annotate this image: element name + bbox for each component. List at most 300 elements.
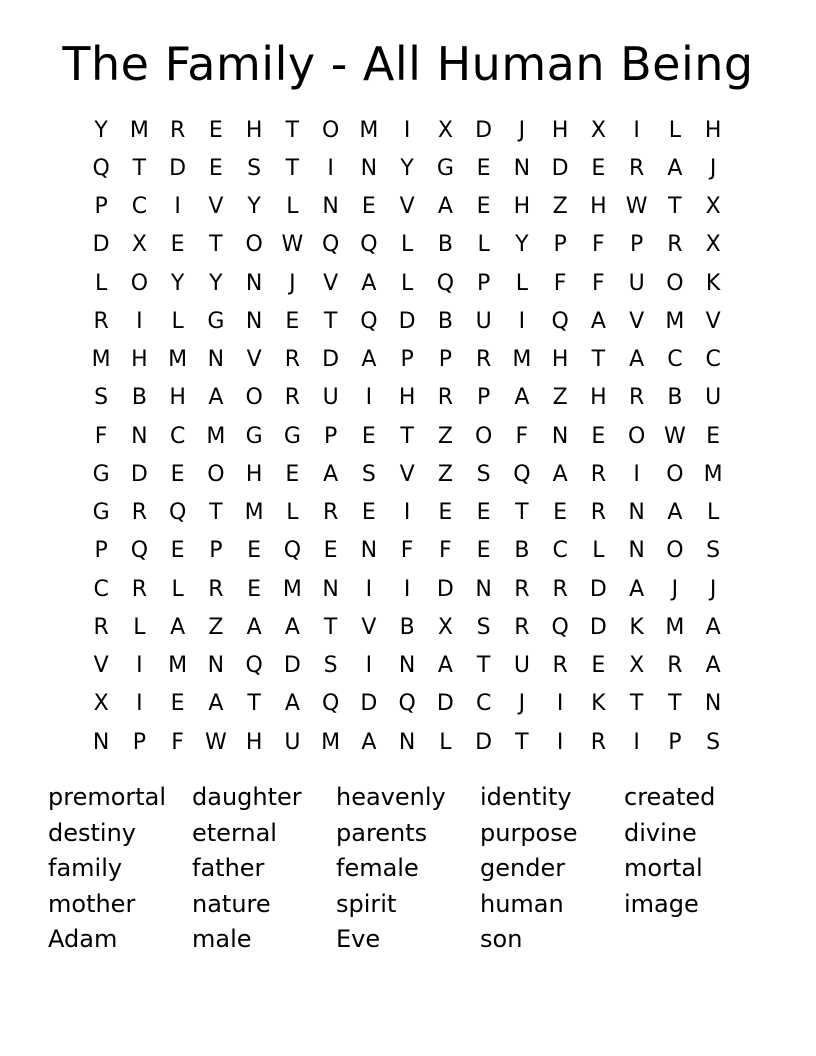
grid-letter: O xyxy=(474,423,493,449)
grid-letter: T xyxy=(668,194,682,220)
grid-letter: P xyxy=(629,232,644,258)
grid-letter: W xyxy=(625,194,648,220)
grid-letter: N xyxy=(704,691,722,717)
grid-letter: G xyxy=(207,308,225,334)
grid-letter: J xyxy=(709,576,717,602)
grid-letter: S xyxy=(476,461,491,487)
grid-letter: I xyxy=(136,653,143,679)
grid-letter: S xyxy=(706,729,721,755)
grid-letter: N xyxy=(245,270,263,296)
page-title: The Family - All Human Being xyxy=(62,37,754,91)
grid-letter: Z xyxy=(208,614,224,640)
grid-letter: K xyxy=(591,691,606,717)
grid-letter: I xyxy=(327,155,334,181)
grid-letter: A xyxy=(552,461,568,487)
grid-letter: E xyxy=(591,423,606,449)
grid-letter: W xyxy=(204,729,227,755)
grid-letter: R xyxy=(131,576,148,602)
grid-letter: R xyxy=(514,614,530,640)
grid-letter: M xyxy=(168,653,188,679)
word-bank-item: daughter xyxy=(192,783,302,811)
grid-letter: D xyxy=(589,614,607,640)
grid-letter: R xyxy=(437,385,454,411)
grid-letter: A xyxy=(361,270,377,296)
grid-letter: T xyxy=(132,155,147,181)
grid-letter: P xyxy=(132,729,147,755)
grid-letter: Q xyxy=(168,500,187,526)
grid-letter: F xyxy=(400,538,414,564)
grid-letter: X xyxy=(705,194,721,220)
grid-letter: I xyxy=(403,117,411,143)
grid-letter: Q xyxy=(360,308,378,334)
grid-letter: G xyxy=(283,423,301,449)
grid-letter: E xyxy=(208,117,223,143)
grid-letter: I xyxy=(136,691,143,717)
word-bank-item: human xyxy=(480,889,564,918)
grid-letter: R xyxy=(475,347,492,373)
grid-letter: I xyxy=(403,500,411,526)
grid-letter: R xyxy=(514,576,530,602)
grid-letter: H xyxy=(704,117,722,143)
grid-letter: D xyxy=(436,576,454,602)
grid-letter: P xyxy=(323,423,338,449)
grid-letter: P xyxy=(94,194,108,220)
grid-letter: N xyxy=(475,576,492,602)
grid-letter: E xyxy=(285,461,300,487)
word-bank-item: gender xyxy=(480,854,566,882)
grid-letter: N xyxy=(398,729,416,755)
grid-letter: I xyxy=(633,461,640,487)
grid-letter: J xyxy=(289,270,296,296)
grid-letter: A xyxy=(705,614,721,640)
word-bank-item: son xyxy=(480,925,523,953)
word-bank-item: family xyxy=(48,854,123,882)
grid-letter: F xyxy=(439,538,452,564)
word-bank-item: premortal xyxy=(48,783,167,811)
grid-letter: A xyxy=(590,308,606,334)
grid-letter: N xyxy=(360,538,378,564)
grid-letter: Z xyxy=(552,385,568,411)
grid-letter: S xyxy=(247,155,262,181)
word-bank-item: father xyxy=(192,854,265,882)
grid-letter: U xyxy=(705,385,722,411)
grid-letter: H xyxy=(398,385,416,411)
grid-letter: B xyxy=(437,232,453,258)
grid-letter: J xyxy=(671,576,679,602)
grid-letter: H xyxy=(245,729,263,755)
grid-letter: C xyxy=(705,347,721,373)
grid-letter: W xyxy=(281,232,304,258)
grid-letter: L xyxy=(668,117,681,143)
grid-letter: N xyxy=(207,653,225,679)
word-bank-item: mother xyxy=(48,889,136,918)
grid-letter: I xyxy=(365,385,373,411)
grid-letter: E xyxy=(476,500,491,526)
grid-letter: C xyxy=(169,423,186,449)
grid-letter: J xyxy=(709,155,717,181)
grid-letter: B xyxy=(667,385,683,411)
grid-letter: Y xyxy=(209,270,223,296)
grid-letter: S xyxy=(361,461,376,487)
grid-letter: H xyxy=(551,347,569,373)
grid-letter: R xyxy=(93,614,109,640)
grid-letter: D xyxy=(360,691,378,717)
grid-letter: P xyxy=(209,538,223,564)
grid-letter: K xyxy=(629,614,644,640)
grid-letter: F xyxy=(94,423,108,449)
grid-letter: G xyxy=(92,500,110,526)
grid-letter: T xyxy=(629,691,644,717)
grid-letter: Q xyxy=(283,538,302,564)
grid-letter: L xyxy=(133,614,146,640)
grid-letter: O xyxy=(666,538,684,564)
grid-letter: R xyxy=(552,653,568,679)
grid-letter: X xyxy=(131,232,147,258)
grid-letter: E xyxy=(476,538,491,564)
grid-letter: C xyxy=(552,538,568,564)
grid-letter: A xyxy=(246,614,262,640)
grid-letter: F xyxy=(592,232,605,258)
grid-letter: M xyxy=(129,117,149,143)
grid-letter: P xyxy=(94,538,108,564)
grid-letter: X xyxy=(705,232,721,258)
grid-letter: E xyxy=(361,423,376,449)
grid-letter: A xyxy=(667,155,683,181)
grid-letter: I xyxy=(556,729,564,755)
grid-letter: E xyxy=(170,232,185,258)
grid-letter: R xyxy=(590,729,607,755)
word-bank xyxy=(48,780,768,958)
grid-letter: Y xyxy=(94,117,108,143)
grid-letter: P xyxy=(438,347,453,373)
grid-letter: O xyxy=(130,270,149,296)
grid-letter: V xyxy=(93,653,109,679)
grid-letter: M xyxy=(512,347,532,373)
grid-letter: R xyxy=(284,347,301,373)
grid-letter: D xyxy=(283,653,301,679)
grid-letter: H xyxy=(513,194,531,220)
grid-letter: R xyxy=(628,155,645,181)
grid-letter: E xyxy=(438,500,453,526)
grid-letter: M xyxy=(244,500,264,526)
grid-letter: O xyxy=(245,385,263,411)
grid-letter: E xyxy=(323,538,338,564)
grid-letter: N xyxy=(513,155,531,181)
grid-letter: S xyxy=(476,614,491,640)
grid-letter: L xyxy=(592,538,605,564)
grid-letter: V xyxy=(399,461,415,487)
grid-letter: C xyxy=(667,347,683,373)
grid-letter: V xyxy=(705,308,721,334)
grid-letter: B xyxy=(514,538,530,564)
grid-letter: T xyxy=(323,308,338,334)
grid-letter: L xyxy=(515,270,528,296)
grid-letter: M xyxy=(665,614,685,640)
word-bank-item: male xyxy=(192,925,252,953)
grid-letter: X xyxy=(629,653,645,679)
grid-letter: M xyxy=(321,729,341,755)
grid-letter: T xyxy=(515,500,529,526)
grid-letter: I xyxy=(518,308,526,334)
grid-letter: W xyxy=(663,423,686,449)
grid-letter: Q xyxy=(360,232,378,258)
grid-letter: R xyxy=(552,576,568,602)
grid-letter: O xyxy=(666,461,684,487)
grid-letter: O xyxy=(666,270,684,296)
grid-letter: M xyxy=(359,117,379,143)
grid-letter: Q xyxy=(513,461,531,487)
grid-letter: E xyxy=(361,194,376,220)
grid-letter: K xyxy=(705,270,721,296)
grid-letter: I xyxy=(633,729,640,755)
grid-letter: M xyxy=(168,347,188,373)
grid-letter: Y xyxy=(400,155,414,181)
grid-letter: T xyxy=(400,423,414,449)
grid-letter: R xyxy=(667,232,683,258)
grid-letter: I xyxy=(365,653,373,679)
grid-letter: T xyxy=(209,500,223,526)
grid-letter: O xyxy=(627,423,646,449)
grid-letter: N xyxy=(360,155,378,181)
grid-letter: M xyxy=(282,576,302,602)
grid-letter: H xyxy=(131,347,148,373)
grid-letter: L xyxy=(286,194,299,220)
grid-letter: M xyxy=(703,461,723,487)
grid-letter: A xyxy=(361,729,377,755)
grid-letter: P xyxy=(476,270,491,296)
grid-letter: Z xyxy=(552,194,568,220)
word-bank-item: identity xyxy=(480,783,572,811)
grid-letter: D xyxy=(398,308,416,334)
grid-letter: A xyxy=(208,385,224,411)
grid-letter: J xyxy=(518,117,526,143)
grid-letter: V xyxy=(246,347,262,373)
word-bank-item: divine xyxy=(624,818,697,847)
grid-letter: A xyxy=(667,500,683,526)
grid-letter: U xyxy=(628,270,645,296)
grid-letter: D xyxy=(436,691,454,717)
grid-letter: T xyxy=(285,117,300,143)
grid-letter: N xyxy=(628,500,645,526)
grid-letter: S xyxy=(94,385,109,411)
grid-letter: D xyxy=(475,729,493,755)
grid-letter: L xyxy=(439,729,452,755)
word-bank-item: heavenly xyxy=(336,783,446,811)
grid-letter: J xyxy=(518,691,526,717)
grid-letter: R xyxy=(93,308,109,334)
grid-letter: F xyxy=(515,423,529,449)
grid-letter: X xyxy=(437,117,453,143)
grid-letter: D xyxy=(475,117,493,143)
grid-letter: E xyxy=(170,691,185,717)
grid-letter: H xyxy=(245,117,263,143)
grid-letter: R xyxy=(169,117,186,143)
word-bank-item: nature xyxy=(192,889,271,918)
word-bank-item: eternal xyxy=(192,818,277,847)
grid-letter: T xyxy=(515,729,529,755)
word-bank-item: Adam xyxy=(48,925,118,953)
grid-letter: Q xyxy=(436,270,455,296)
grid-letter: D xyxy=(551,155,569,181)
grid-letter: Q xyxy=(551,308,569,334)
grid-letter: Q xyxy=(92,155,110,181)
grid-letter: L xyxy=(400,232,414,258)
grid-letter: R xyxy=(590,500,607,526)
grid-letter: H xyxy=(551,117,569,143)
grid-letter: N xyxy=(92,729,110,755)
grid-letter: T xyxy=(323,614,338,640)
grid-letter: B xyxy=(437,308,453,334)
grid-letter: E xyxy=(361,500,376,526)
grid-letter: F xyxy=(592,270,605,296)
grid-letter: A xyxy=(361,347,377,373)
grid-letter: U xyxy=(284,729,301,755)
grid-letter: Z xyxy=(437,461,453,487)
grid-letter: Z xyxy=(437,423,453,449)
grid-letter: H xyxy=(590,385,607,411)
grid-letter: A xyxy=(323,461,339,487)
grid-letter: L xyxy=(477,232,490,258)
grid-letter: E xyxy=(591,653,606,679)
grid-letter: E xyxy=(285,308,300,334)
grid-letter: V xyxy=(208,194,224,220)
grid-letter: N xyxy=(245,308,263,334)
grid-letter: O xyxy=(321,117,340,143)
grid-letter: D xyxy=(169,155,187,181)
grid-letter: R xyxy=(322,500,339,526)
grid-letter: S xyxy=(706,538,721,564)
grid-letter: T xyxy=(285,155,300,181)
grid-letter: U xyxy=(475,308,492,334)
grid-letter: A xyxy=(437,194,453,220)
grid-letter: I xyxy=(556,691,564,717)
grid-letter: N xyxy=(322,576,339,602)
grid-letter: Q xyxy=(551,614,569,640)
grid-letter: T xyxy=(591,347,606,373)
grid-letter: Q xyxy=(321,691,340,717)
grid-letter: A xyxy=(629,347,645,373)
grid-letter: Q xyxy=(398,691,416,717)
grid-letter: L xyxy=(171,576,184,602)
grid-letter: A xyxy=(514,385,530,411)
grid-letter: R xyxy=(628,385,645,411)
grid-letter: U xyxy=(322,385,339,411)
grid-letter: A xyxy=(170,614,186,640)
grid-letter: L xyxy=(286,500,299,526)
grid-letter: D xyxy=(322,347,340,373)
grid-letter: S xyxy=(323,653,338,679)
grid-letter: L xyxy=(94,270,108,296)
grid-letter: T xyxy=(476,653,491,679)
grid-letter: I xyxy=(365,576,373,602)
grid-letter: L xyxy=(400,270,414,296)
grid-letter: N xyxy=(322,194,339,220)
grid-letter: A xyxy=(284,614,300,640)
grid-letter: H xyxy=(169,385,186,411)
grid-letter: D xyxy=(92,232,110,258)
letter-grid xyxy=(82,111,732,761)
grid-letter: B xyxy=(399,614,415,640)
grid-letter: C xyxy=(475,691,492,717)
grid-letter: N xyxy=(131,423,148,449)
grid-letter: L xyxy=(706,500,720,526)
word-bank-item: image xyxy=(624,889,699,918)
grid-letter: Y xyxy=(247,194,261,220)
grid-letter: Y xyxy=(515,232,529,258)
grid-letter: A xyxy=(629,576,645,602)
grid-letter: O xyxy=(207,461,225,487)
word-bank-item: purpose xyxy=(480,818,578,847)
word-bank-item: spirit xyxy=(336,889,397,918)
grid-letter: C xyxy=(131,194,148,220)
grid-letter: E xyxy=(247,538,262,564)
grid-letter: X xyxy=(93,691,109,717)
grid-letter: N xyxy=(628,538,645,564)
word-bank-item: female xyxy=(336,854,419,882)
grid-letter: X xyxy=(437,614,453,640)
grid-letter: I xyxy=(403,576,411,602)
grid-letter: H xyxy=(245,461,263,487)
grid-letter: A xyxy=(284,691,300,717)
grid-letter: T xyxy=(209,232,223,258)
grid-letter: E xyxy=(170,461,185,487)
grid-letter: U xyxy=(513,653,530,679)
grid-letter: Q xyxy=(130,538,149,564)
grid-letter: P xyxy=(400,347,414,373)
grid-letter: R xyxy=(131,500,148,526)
word-bank-item: Eve xyxy=(336,925,381,953)
grid-letter: M xyxy=(91,347,111,373)
grid-letter: R xyxy=(667,653,683,679)
grid-letter: H xyxy=(590,194,607,220)
grid-letter: G xyxy=(245,423,263,449)
grid-letter: T xyxy=(668,691,682,717)
word-bank-item: destiny xyxy=(48,818,136,847)
grid-letter: O xyxy=(245,232,263,258)
grid-letter: X xyxy=(590,117,606,143)
grid-letter: C xyxy=(93,576,109,602)
grid-letter: I xyxy=(633,117,640,143)
word-bank-item: parents xyxy=(336,818,428,847)
grid-letter: A xyxy=(208,691,224,717)
grid-letter: T xyxy=(247,691,261,717)
grid-letter: V xyxy=(399,194,415,220)
grid-letter: V xyxy=(629,308,645,334)
grid-letter: N xyxy=(551,423,569,449)
word-bank-item: created xyxy=(624,783,716,811)
grid-letter: N xyxy=(207,347,225,373)
grid-letter: L xyxy=(171,308,184,334)
grid-letter: B xyxy=(131,385,147,411)
grid-letter: V xyxy=(361,614,377,640)
word-bank-item: mortal xyxy=(624,854,703,882)
grid-letter: E xyxy=(476,155,491,181)
grid-letter: M xyxy=(206,423,226,449)
grid-letter: E xyxy=(553,500,568,526)
grid-letter: D xyxy=(130,461,148,487)
grid-letter: P xyxy=(668,729,682,755)
grid-letter: M xyxy=(665,308,685,334)
grid-letter: N xyxy=(398,653,416,679)
grid-letter: A xyxy=(437,653,453,679)
grid-letter: V xyxy=(323,270,339,296)
grid-letter: F xyxy=(171,729,184,755)
grid-letter: E xyxy=(476,194,491,220)
grid-letter: P xyxy=(553,232,567,258)
grid-letter: Q xyxy=(245,653,263,679)
grid-letter: Y xyxy=(170,270,185,296)
grid-letter: D xyxy=(589,576,607,602)
